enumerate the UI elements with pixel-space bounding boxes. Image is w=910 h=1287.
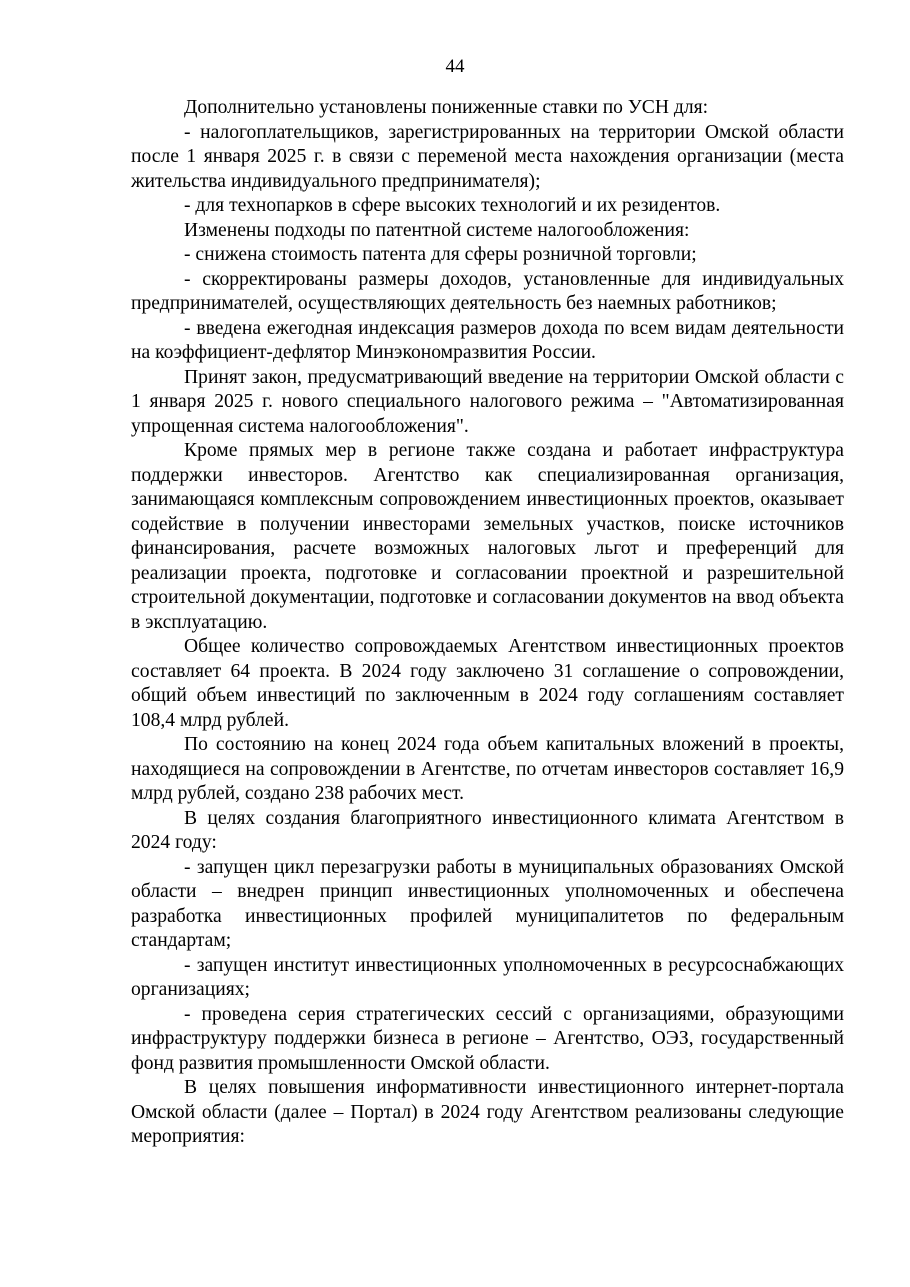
paragraph: В целях создания благоприятного инвестиционного климата Агентством в 2024 году: bbox=[131, 807, 844, 853]
paragraph: Изменены подходы по патентной системе налогообложения: bbox=[184, 219, 690, 241]
paragraph: В целях повышения информативности инвестиционного интернет-портала Омской области (далее – Портал) в 2024 году Агентством реализованы следующие мероприятия: bbox=[131, 1077, 844, 1147]
paragraph: - для технопарков в сфере высоких технологий и их резидентов. bbox=[184, 195, 721, 216]
paragraph: - запущен цикл перезагрузки работы в муниципальных образованиях Омской области – внедрен принцип инвестиционных уполномоченных и обеспечена разработка инвестиционных профилей муниципалитетов по федеральным стандартам; bbox=[131, 856, 844, 951]
paragraph: Кроме прямых мер в регионе также создана и работает инфраструктура поддержки инвесторов. Агентство как специализированная организация, занимающаяся комплексным сопровождением инвестиционных проектов, оказывает содействие в получении инвесторами земельных участков, поиске источников финансирования, расчете возможных налоговых льгот и преференций для реализации проекта, подготовке и согласовании проектной и разрешительной строительной документации, подготовке и согласовании документов на ввод объекта в эксплуатацию. bbox=[131, 440, 844, 633]
paragraph: По состоянию на конец 2024 года объем капитальных вложений в проекты, находящиеся на сопровождении в Агентстве, по отчетам инвесторов составляет 16,9 млрд рублей, создано 238 рабочих мест. bbox=[131, 734, 844, 804]
paragraph: - введена ежегодная индексация размеров дохода по всем видам деятельности на коэффициент-дефлятор Минэкономразвития России. bbox=[131, 317, 844, 363]
paragraph: - снижена стоимость патента для сферы розничной торговли; bbox=[184, 244, 697, 265]
body-text bbox=[131, 96, 844, 1150]
paragraph: Общее количество сопровождаемых Агентством инвестиционных проектов составляет 64 проекта. В 2024 году заключено 31 соглашение о сопровождении, общий объем инвестиций по заключенным в 2024 году соглашениям составляет 108,4 млрд рублей. bbox=[131, 636, 844, 731]
page-number: 44 bbox=[445, 56, 465, 77]
paragraph: Дополнительно установлены пониженные ставки по УСН для: bbox=[184, 97, 709, 118]
paragraph: - запущен институт инвестиционных уполномоченных в ресурсоснабжающих организациях; bbox=[131, 954, 844, 1000]
paragraph: - скорректированы размеры доходов, установленные для индивидуальных предпринимателей, осуществляющих деятельность без наемных работников; bbox=[131, 268, 844, 314]
paragraph: - проведена серия стратегических сессий с организациями, образующими инфраструктуру поддержки бизнеса в регионе – Агентство, ОЭЗ, государственный фонд развития промышленности Омской области. bbox=[131, 1003, 844, 1074]
paragraph: - налогоплательщиков, зарегистрированных на территории Омской области после 1 января 2025 г. в связи с переменой места нахождения организации (места жительства индивидуального предпринимателя); bbox=[131, 121, 844, 192]
paragraph: Принят закон, предусматривающий введение на территории Омской области с 1 января 2025 г. нового специального налогового режима – "Автоматизированная упрощенная система налогообложения". bbox=[131, 366, 844, 437]
